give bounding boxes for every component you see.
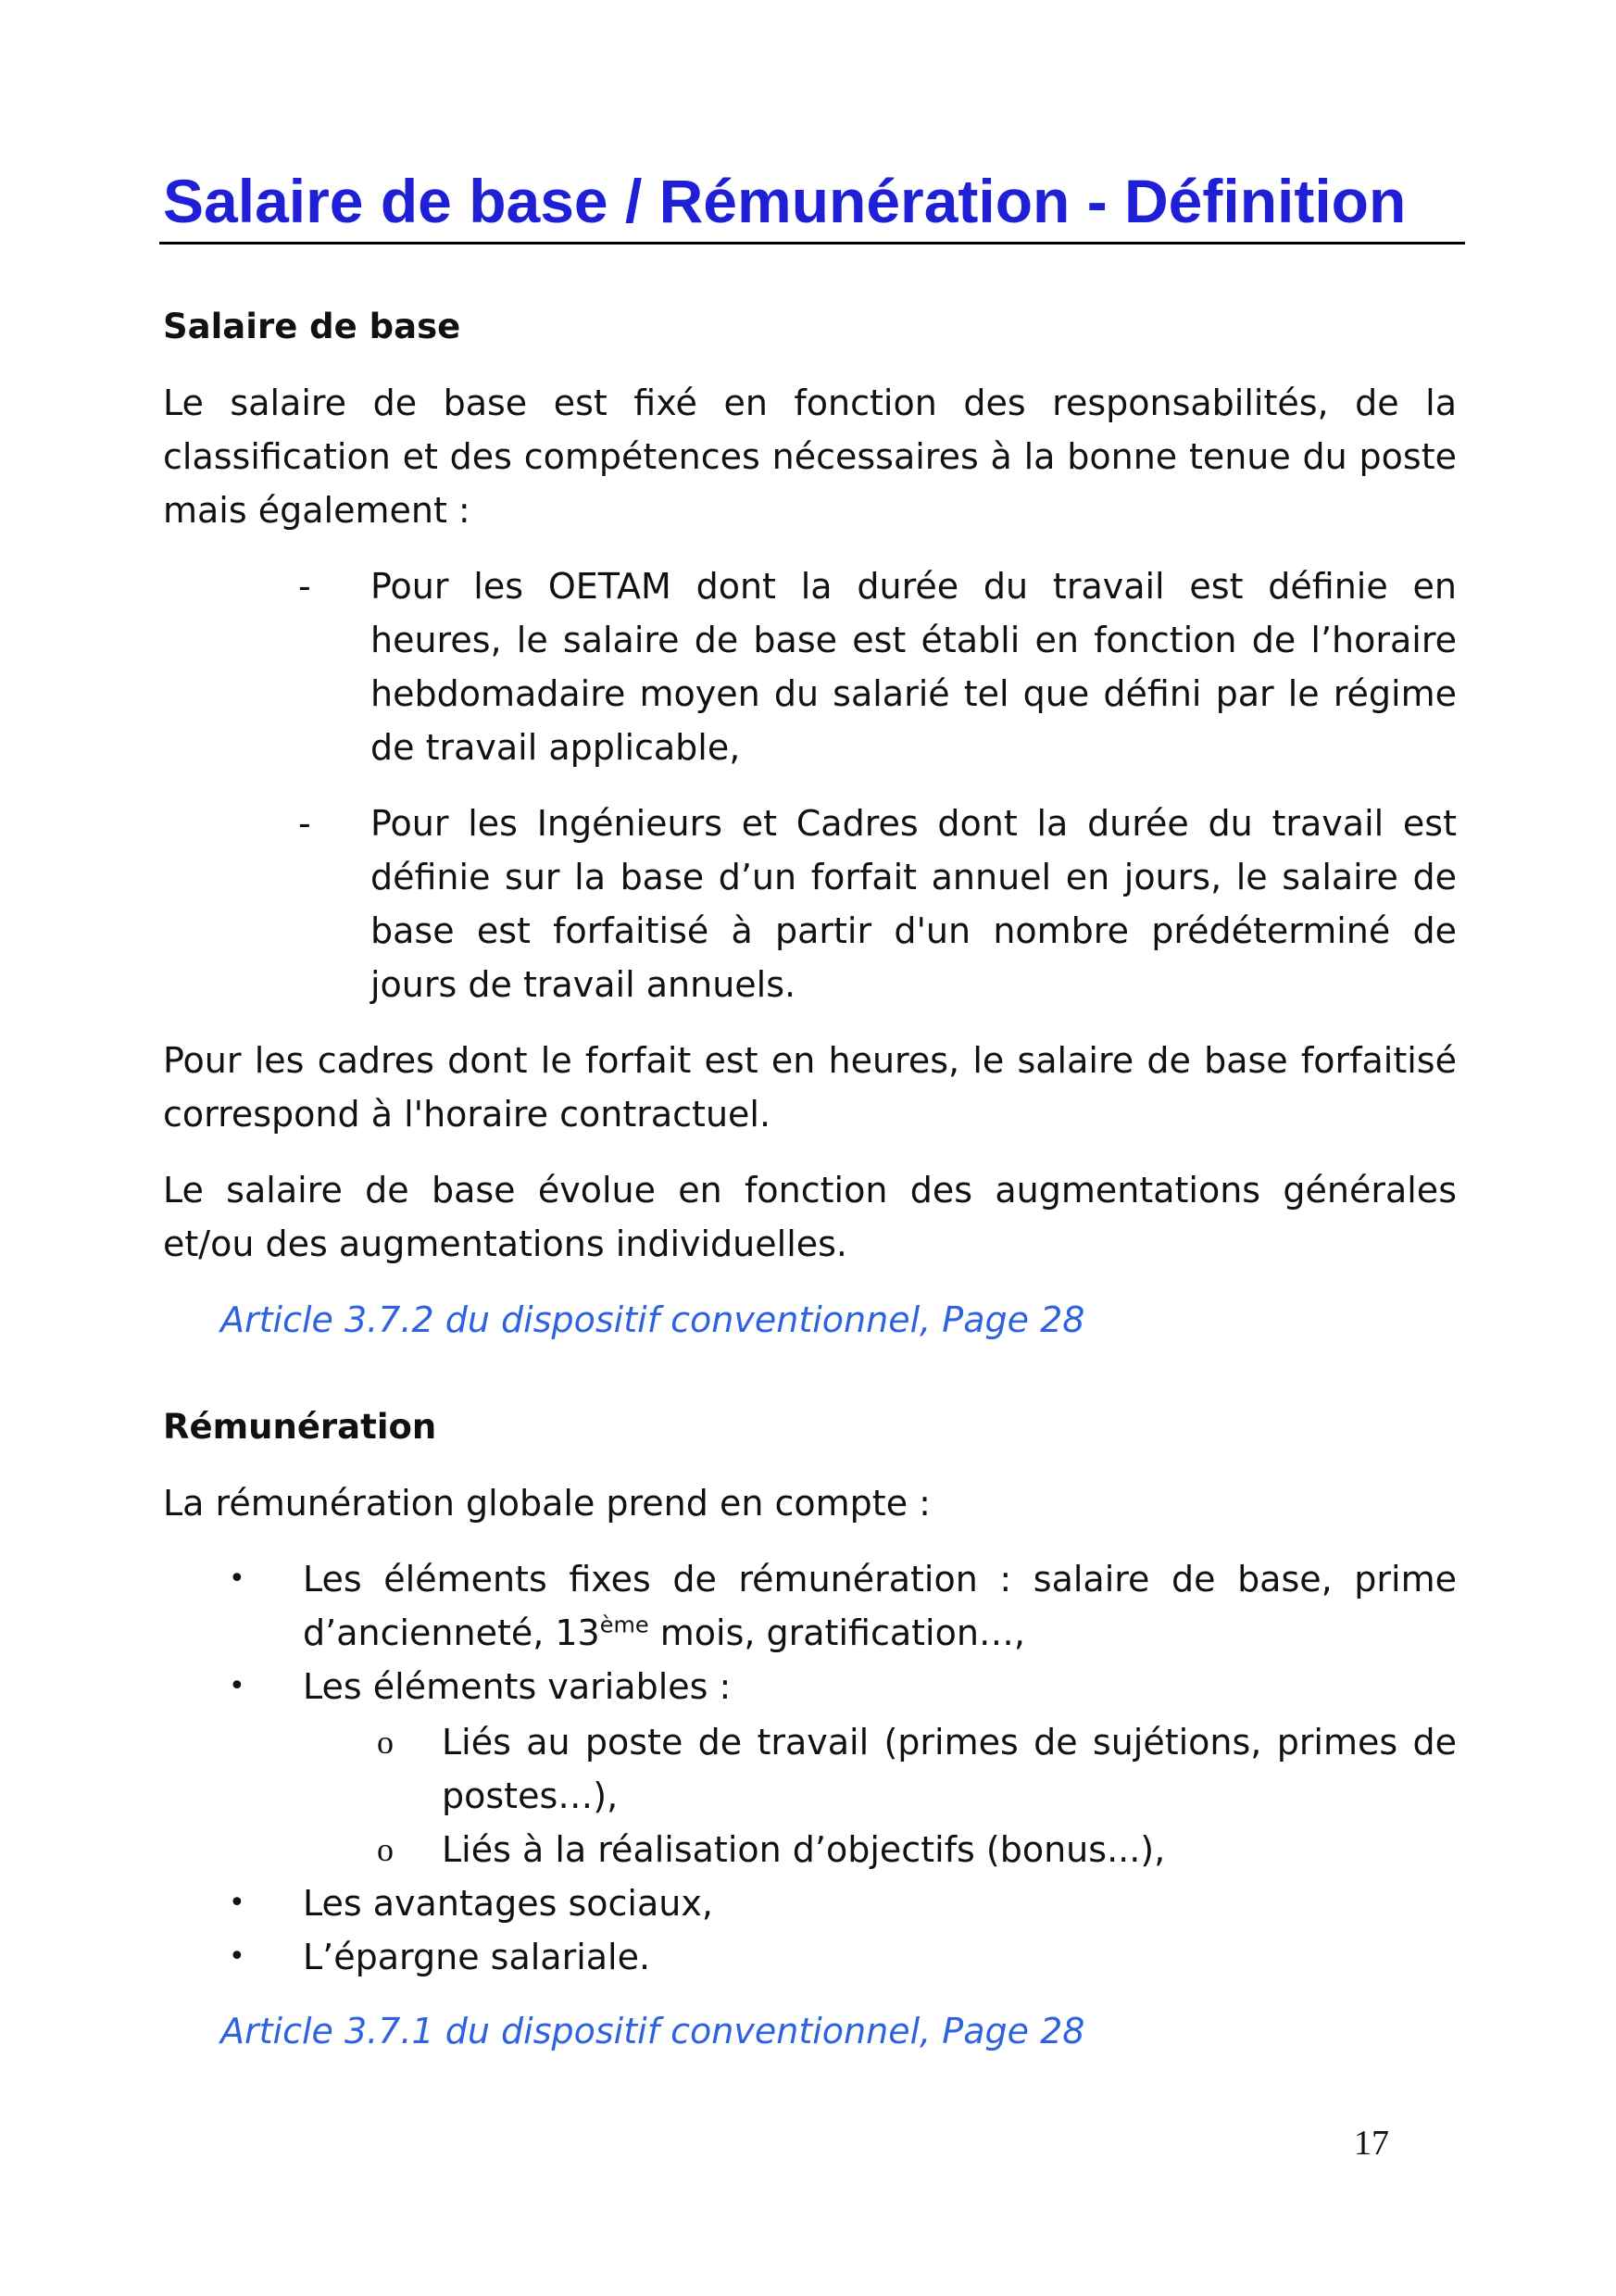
bullet-marker: • (229, 1562, 245, 1595)
section-heading-remuneration: Rémunération (163, 1407, 437, 1447)
bullet-item-epargne-salariale-text: L’épargne salariale. (303, 1937, 651, 1977)
section-heading-salaire-de-base: Salaire de base (163, 307, 461, 346)
cadres-forfait-paragraph: Pour les cadres dont le forfait est en heures, le salaire de base forfaitisé correspond à l'horaire contractuel. (163, 1040, 1457, 1135)
reference-article-3-7-2: Article 3.7.2 du dispositif conventionnel, Page 28 (220, 1299, 1085, 1340)
reference-article-3-7-1: Article 3.7.1 du dispositif conventionnel, Page 28 (220, 2011, 1085, 2051)
sub-item-poste-de-travail-text: Liés au poste de travail (primes de sujétions, primes de postes…), (442, 1722, 1457, 1816)
sub-item-objectifs-text: Liés à la réalisation d’objectifs (bonus...), (442, 1829, 1166, 1870)
salaire-intro-paragraph: Le salaire de base est fixé en fonction des responsabilités, de la classification et des compétences nécessaires à la bonne tenue du poste mais également : (163, 383, 1457, 531)
list-item-ingenieurs-cadres (298, 797, 1457, 1011)
sub-item-poste-de-travail (377, 1715, 1457, 1823)
page-title: Salaire de base / Rémunération - Définition (163, 167, 1407, 235)
list-item-oetam (298, 559, 1457, 774)
bullet-item-elements-fixes-text-a: Les éléments fixes de rémunération : salaire de base, prime d’ancienneté, 13 (303, 1559, 1457, 1653)
remuneration-intro-paragraph: La rémunération globale prend en compte : (163, 1483, 931, 1524)
bullet-item-avantages-sociaux-text: Les avantages sociaux, (303, 1883, 713, 1924)
bullet-marker: • (229, 1670, 245, 1702)
title-underline (159, 242, 1465, 245)
list-item-ingenieurs-cadres-text: Pour les Ingénieurs et Cadres dont la durée du travail est définie sur la base d’un forfait annuel en jours, le salaire de base est forfaitisé à partir d'un nombre prédéterminé de jours de travail annuels. (370, 803, 1457, 1005)
sub-bullet-marker: o (377, 1724, 394, 1761)
dash-marker: - (298, 803, 311, 844)
bullet-item-elements-variables-text: Les éléments variables : (303, 1666, 732, 1707)
page-number: 17 (1354, 2124, 1389, 2163)
bullet-marker: • (229, 1887, 245, 1919)
bullet-item-elements-variables (229, 1660, 1457, 1713)
dash-marker: - (298, 566, 311, 607)
superscript-eme: ème (599, 1612, 649, 1638)
salaire-evolution-paragraph: Le salaire de base évolue en fonction des augmentations générales et/ou des augmentations individuelles. (163, 1170, 1457, 1264)
bullet-item-epargne-salariale (229, 1930, 1457, 1984)
sub-bullet-marker: o (377, 1831, 394, 1868)
bullet-item-avantages-sociaux (229, 1876, 1457, 1930)
bullet-item-elements-fixes-text-b: mois, gratification…, (648, 1612, 1026, 1653)
bullet-item-elements-fixes (229, 1552, 1457, 1660)
sub-item-objectifs (377, 1823, 1457, 1876)
list-item-oetam-text: Pour les OETAM dont la durée du travail est définie en heures, le salaire de base est établi en fonction de l’horaire hebdomadaire moyen du salarié tel que défini par le régime de travail applicable, (370, 566, 1457, 768)
bullet-marker: • (229, 1940, 245, 1973)
